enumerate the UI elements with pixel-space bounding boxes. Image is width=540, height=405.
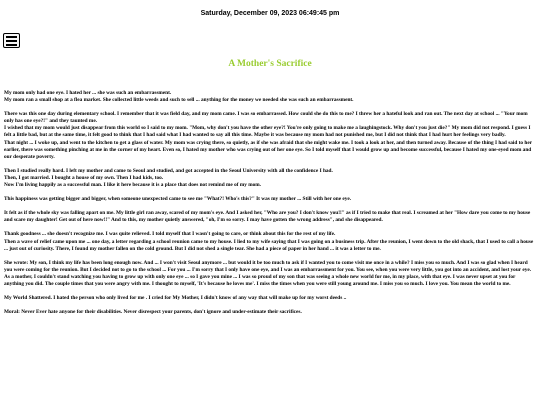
story-paragraph (4, 210, 536, 224)
story-paragraph (4, 168, 536, 189)
story-line: My mom ran a small shop at a flea market. She collected little weeds and such to sell ... anything for the money we needed she was such an embarrassment. (4, 97, 354, 104)
story-paragraph (4, 90, 536, 104)
story-moral (4, 309, 536, 316)
story-title: A Mother's Sacrifice (228, 59, 312, 69)
menu-button[interactable] (3, 33, 20, 48)
story-line: Then a wave of relief came upon me ... one day, a letter regarding a school reunion came to my house. I lied to my wife saying that I was going on a business trip. After the reunion, I went down to the old shack, that I used to call a house ... just out of curiosity. There, I found my mother fallen on the cold ground. But I did not shed a single tear. She had a piece of paper in her hand ... it was a letter to me. (4, 238, 534, 252)
story-line: Now I'm living happily as a successful man. I like it here because it is a place that does not remind me of my mom. (4, 182, 261, 189)
story-line: Thank goodness ... she doesn't recognize me. I was quite relieved. I told myself that I wasn't going to care, or think about this for the rest of my life. (4, 231, 336, 238)
hamburger-menu-icon-bar (6, 44, 17, 46)
story-line: There was this one day during elementary school. I remember that it was field day, and my mom came. I was so embarrassed. How could she do this to me? I threw her a hateful look and ran out. The next day at school ... "Your mom only has one eye?!" and they taunted me. (4, 111, 528, 125)
story-line: She wrote: My son, I think my life has been long enough now. And ... I won't visit Seoul anymore ... but would it be too much to ask if I wanted you to come visit me once in a while? I miss you so much. And I was so glad when I heard you were coming for the reunion. But I decided not to go to the school ... For you ... I'm sorry that I only have one eye, and I was an embarrassment for you. You see, when you were very little, you got into an accident, and lost your eye. As a mother, I couldn't stand watching you having to grow up with only one eye ... so I gave you mine ... I was so proud of my son that was seeing a whole new world for me, in my place, with that eye. I was never upset at you for anything you did. The couple times that you were angry with me. I thought to myself, 'It's because he loves me'. I miss the times when you were still young around me. I miss you so much. I love you. You mean the world to me. (4, 259, 532, 287)
hamburger-menu-icon-bar (6, 40, 17, 42)
story-line: Then I studied really hard. I left my mother and came to Seoul and studied, and got accepted in the Seoul University with all the confidence I had. (4, 167, 333, 174)
story-line: My mom only had one eye. I hated her ... she was such an embarrassment. (4, 90, 172, 96)
story-line: I wished that my mom would just disappear from this world so I said to my mom. "Mom, why don't you have the other eye?! You're only going to make me a laughingstock. Why don't you just die?" My mom did not respond. I guess I felt a little bad, but at the same time, it felt good to think that I had said what I had wanted to say all this time. Maybe it was because my mom had not punished me, but I did not think that I had hurt her feelings very badly. (4, 125, 531, 139)
story-body (4, 90, 536, 316)
story-paragraph (4, 260, 536, 288)
story-line: It felt as if the whole sky was falling apart on me. My little girl ran away, scared of my mom's eye. And I asked her, "Who are you? I don't know you!!" as if I tried to make that real. I screamed at her "How dare you come to my house and scare my daughter! Get out of here now!!" And to this, my mother quietly answered, "oh, I'm so sorry. I may have gotten the wrong address", and she disappeared. (4, 210, 531, 224)
timestamp: Saturday, December 09, 2023 06:49:45 pm (200, 10, 340, 17)
hamburger-menu-icon (6, 36, 17, 38)
story-paragraph (4, 196, 536, 203)
story-paragraph (4, 231, 536, 252)
story-line: Then, I got married. I bought a house of my own. Then I had kids, too. (4, 174, 164, 181)
story-line: This happiness was getting bigger and bigger, when someone unexpected came to see me "What?! Who's this?" It was my mother ... Still with her one eye. (4, 196, 352, 203)
story-line: My World Shattered. I hated the person who only lived for me . I cried for My Mother, I didn't know of any way that will make up for my worst deeds .. (4, 295, 347, 302)
story-paragraph (4, 111, 536, 161)
story-line: Moral: Never Ever hate anyone for their disabilities. Never disrespect your parents, don't ignore and under-estimate their sacrifices. (4, 309, 302, 316)
story-line: That night ... I woke up, and went to the kitchen to get a glass of water. My mom was crying there, so quietly, as if she was afraid that she might wake me. I took a look at her, and then turned away. Because of the thing I had said to her earlier, there was something pinching at me in the corner of my heart. Even so, I hated my mother who was crying out of her one eye. So I told myself that I would grow up and become successful, because I hated my one-eyed mom and our desperate poverty. (4, 139, 532, 160)
story-paragraph (4, 295, 536, 302)
